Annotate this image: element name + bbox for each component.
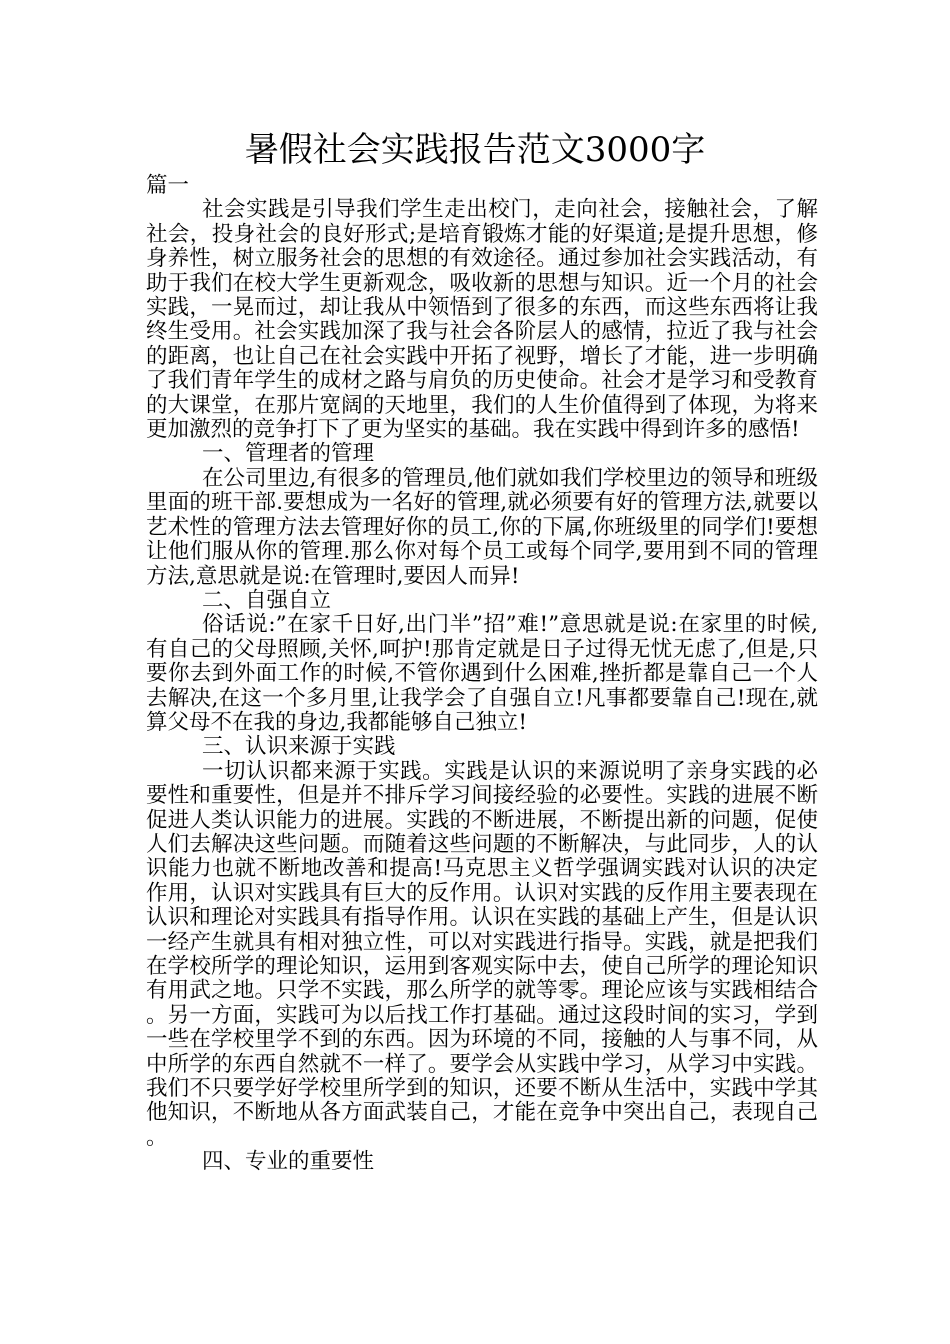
section-label: 篇一 (146, 173, 190, 198)
practice-paragraph: 一切认识都来源于实践。实践是认识的来源说明了亲身实践的必要性和重要性，但是并不排斥学习间接经验的必要性。实践的进展不断促进人类认识能力的进展。实践的不断进展，不断提出新的问题，促使人们去解决这些问题。而随着这些问题的不断解决，与此同步，人的认识能力也就不断地改善和提高!马克思主义哲学强调实践对认识的决定作用，认识对实践具有巨大的反作用。认识对实践的反作用主要表现在认识和理论对实践具有指导作用。认识在实践的基础上产生，但是认识一经产生就具有相对独立性，可以对实践进行指导。实践，就是把我们在学校所学的理论知识，运用到客观实际中去，使自己所学的理论知识有用武之地。只学不实践，那么所学的就等零。理论应该与实践相结合。另一方面，实践可为以后找工作打基础。通过这段时间的实习，学到一些在学校里学不到的东西。因为环境的不同，接触的人与事不同，从中所学的东西自然就不一样了。要学会从实践中学习，从学习中实践。我们不只要学好学校里所学到的知识，还要不断从生活中，实践中学其他知识，不断地从各方面武装自己，才能在竞争中突出自己，表现自己。 (146, 758, 818, 1150)
section-heading-major: 四、专业的重要性 (202, 1149, 375, 1175)
management-paragraph: 在公司里边,有很多的管理员,他们就如我们学校里边的领导和班级里面的班干部.要想成为一名好的管理,就必须要有好的管理方法,就要以艺术性的管理方法去管理好你的员工,你的下属,你班级里的同学们!要想让他们服从你的管理.那么你对每个员工或每个同学,要用到不同的管理方法,意思就是说:在管理时,要因人而异! (146, 465, 818, 589)
document-body (146, 174, 818, 1175)
section-heading-management: 一、管理者的管理 (202, 441, 375, 467)
section-heading-practice: 三、认识来源于实践 (202, 734, 396, 760)
self-reliance-paragraph: 俗话说:”在家千日好,出门半”招”难!”意思就是说:在家里的时候,有自己的父母照顾,关怀,呵护!那肯定就是日子过得无忧无虑了,但是,只要你去到外面工作的时候,不管你遇到什么困难,挫折都是靠自己一个人去解决,在这一个多月里,让我学会了自强自立!凡事都要靠自己!现在,就算父母不在我的身边,我都能够自己独立! (146, 612, 818, 735)
section-heading-self-reliance: 二、自强自立 (202, 587, 332, 613)
intro-paragraph: 社会实践是引导我们学生走出校门，走向社会，接触社会，了解社会，投身社会的良好形式;是培育锻炼才能的好渠道;是提升思想，修身养性，树立服务社会的思想的有效途径。通过参加社会实践活动，有助于我们在校大学生更新观念，吸收新的思想与知识。近一个月的社会实践，一晃而过，却让我从中领悟到了很多的东西，而这些东西将让我终生受用。社会实践加深了我与社会各阶层人的感情，拉近了我与社会的距离，也让自己在社会实践中开拓了视野，增长了才能，进一步明确了我们青年学生的成材之路与肩负的历史使命。社会才是学习和受教育的大课堂，在那片宽阔的天地里，我们的人生价值得到了体现，为将来更加激烈的竞争打下了更为坚实的基础。我在实践中得到许多的感悟! (146, 197, 818, 443)
document-title: 暑假社会实践报告范文3000字 (244, 130, 706, 170)
